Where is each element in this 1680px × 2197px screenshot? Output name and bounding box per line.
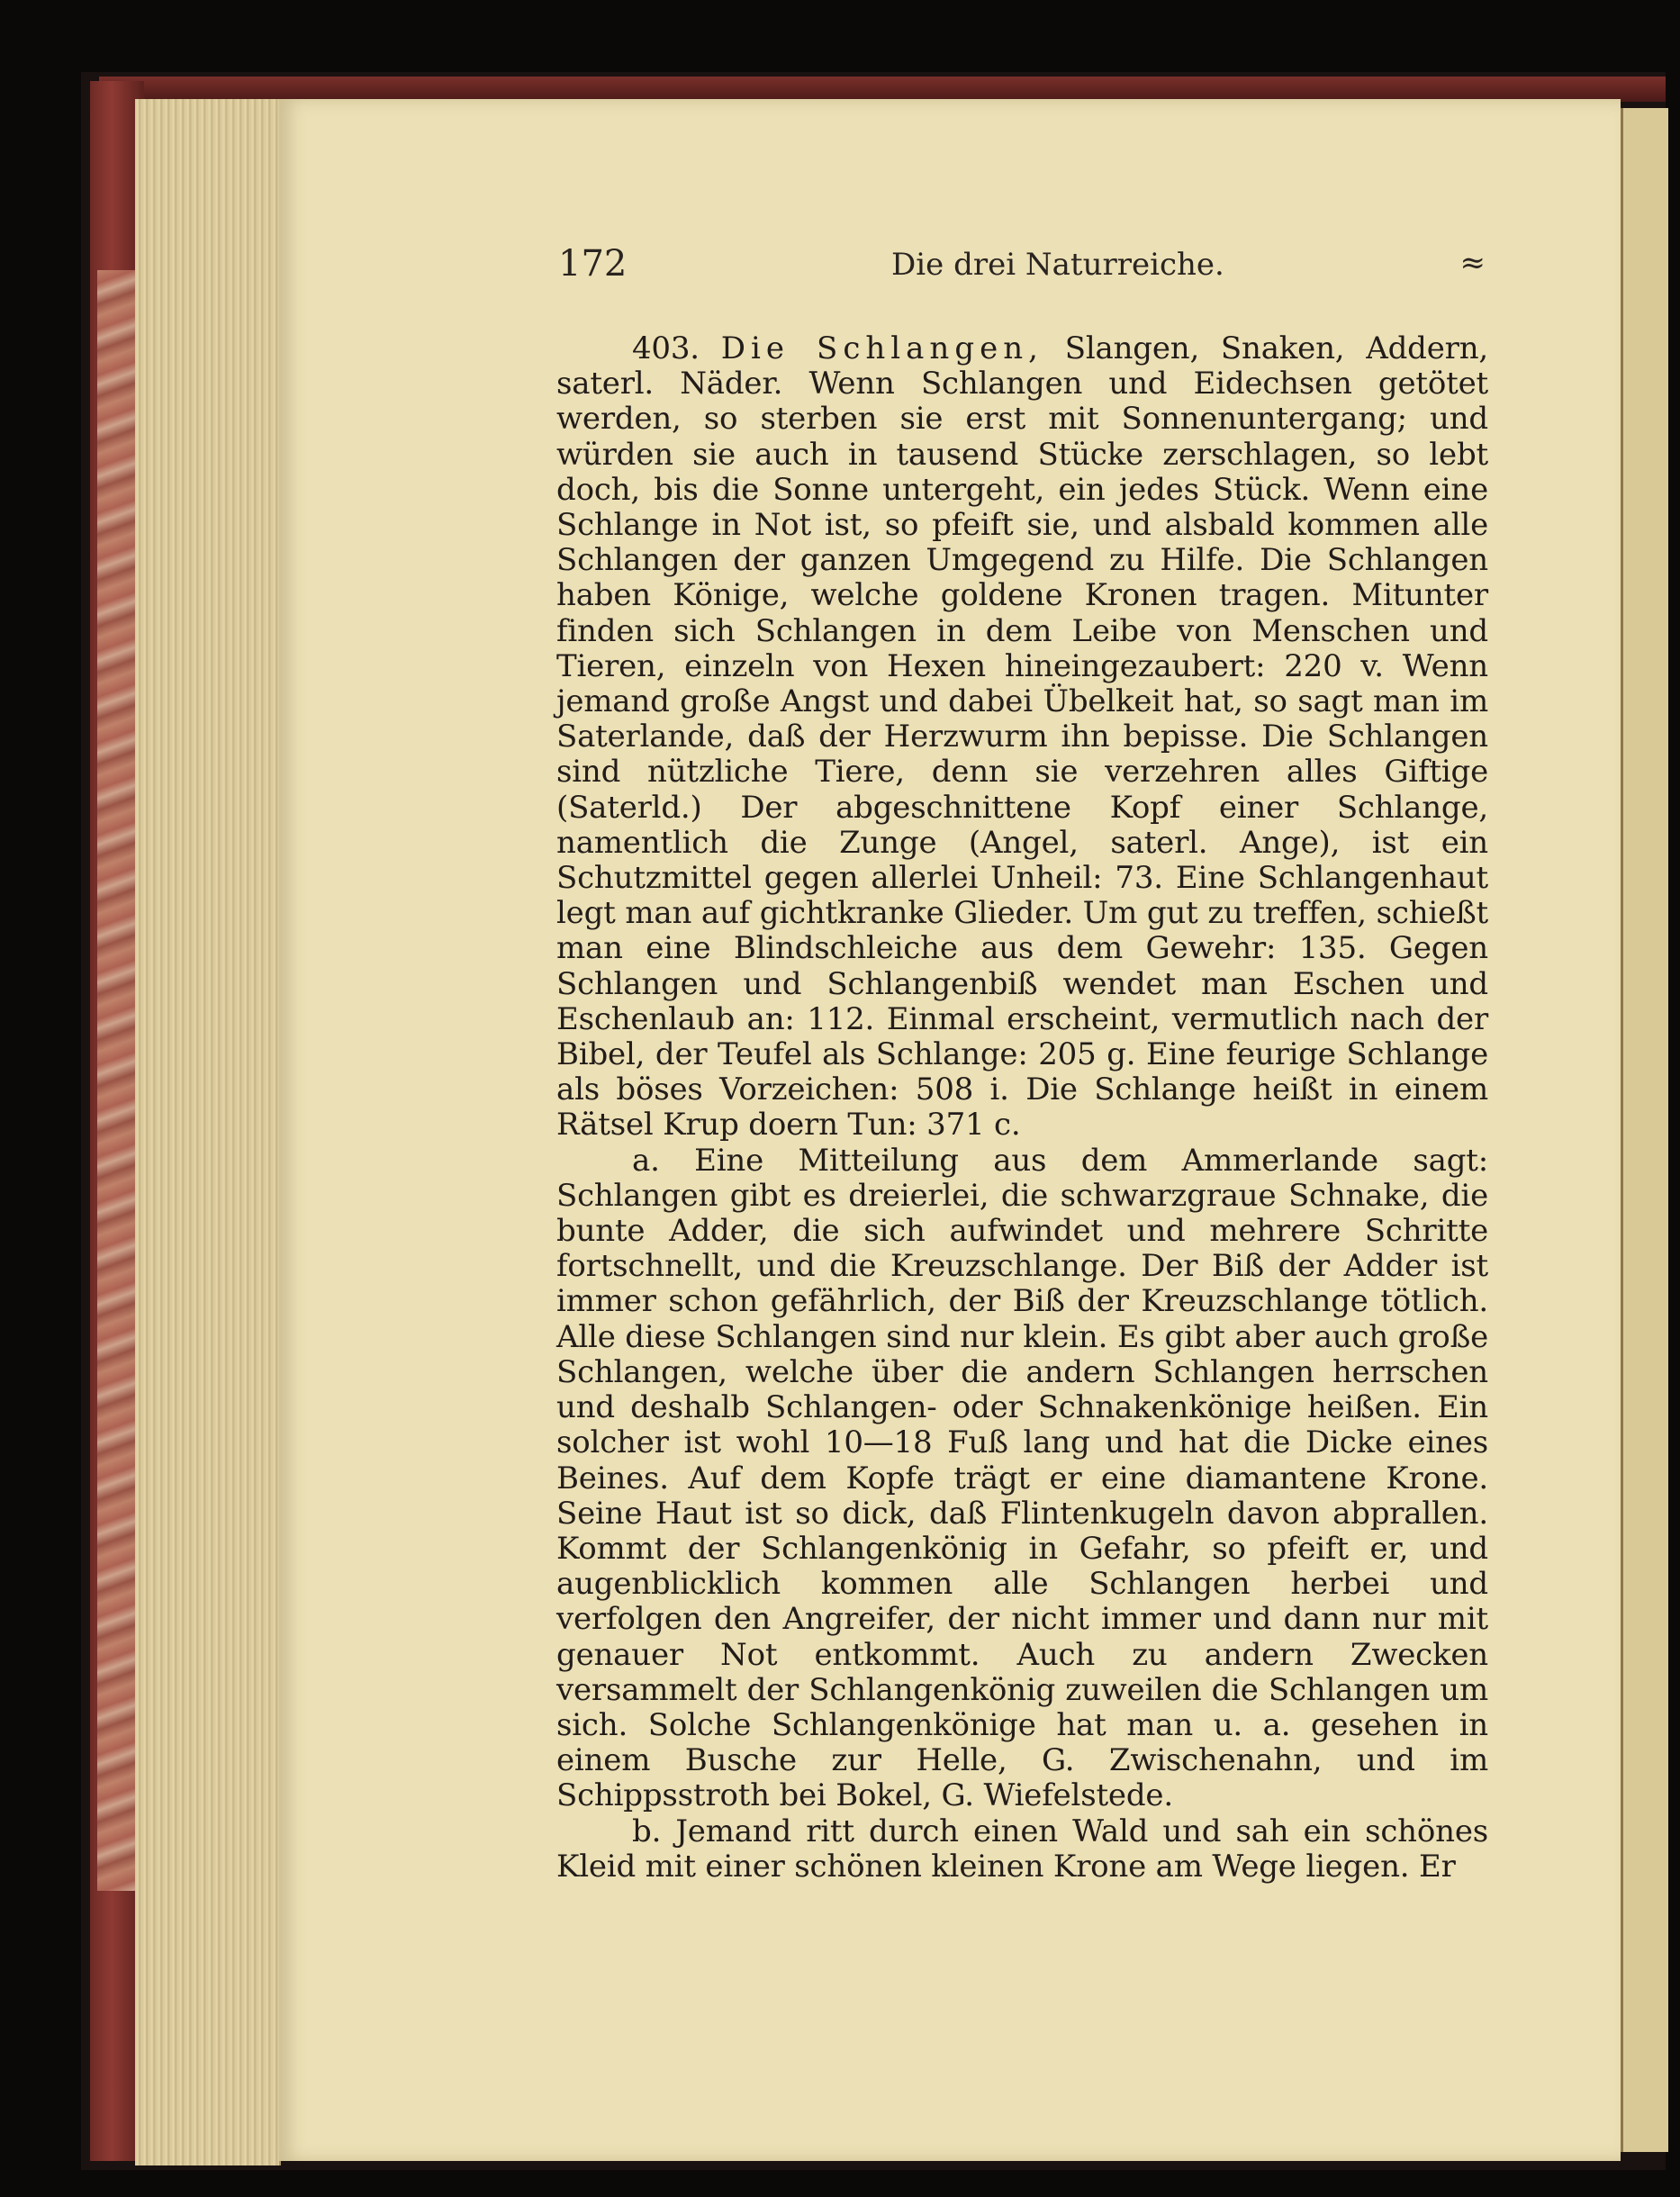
section-403-paragraph	[556, 331, 1488, 1144]
section-body: Slangen, Snaken, Addern, saterl. Näder. Wenn Schlangen und Eidechsen getötet werden, so sterben sie erst mit Sonnenuntergang; und würden sie auch in tausend Stücke zerschlagen, so lebt doch, bis die Sonne untergeht, ein jedes Stück. Wenn eine Schlange in Not ist, so pfeift sie, und alsbald kommen alle Schlangen der ganzen Umgegend zu Hilfe. Die Schlangen haben Könige, welche goldene Kronen tragen. Mitunter finden sich Schlangen in dem Leibe von Menschen und Tieren, einzeln von Hexen hineingezaubert: 220 v. Wenn jemand große Angst und dabei Übelkeit hat, so sagt man im Saterlande, daß der Herzwurm ihn bepisse. Die Schlangen sind nützliche Tiere, denn sie verzehren alles Giftige (Saterld.) Der abgeschnittene Kopf einer Schlange, namentlich die Zunge (Angel, saterl. Ange), ist ein Schutzmittel gegen allerlei Unheil: 73. Eine Schlangenhaut legt man auf gichtkranke Glieder. Um gut zu treffen, schießt man eine Blindschleiche aus dem Gewehr: 135. Gegen Schlangen und Schlangenbiß wendet man Eschen und Eschenlaub an: 112. Einmal erscheint, vermutlich nach der Bibel, der Teufel als Schlange: 205 g. Eine feurige Schlange als böses Vorzeichen: 508 i. Die Schlange heißt in einem Rätsel Krup doern Tun: 371 c.	[556, 330, 1488, 1144]
marbled-endpaper	[97, 270, 137, 1891]
book-cover-top-edge	[99, 77, 1666, 102]
facing-page-edge	[1621, 108, 1668, 2152]
paragraph-a: a. Eine Mitteilung aus dem Ammerlande sagt: Schlangen gibt es dreierlei, die schwarzgraue Schnake, die bunte Adder, die sich aufwindet und mehrere Schritte fortschnellt, und die Kreuzschlange. Der Biß der Adder ist immer schon gefährlich, der Biß der Kreuzschlange tötlich. Alle diese Schlangen sind nur klein. Es gibt aber auch große Schlangen, welche über die andern Schlangen herrschen und deshalb Schlangen- oder Schnakenkönige heißen. Ein solcher ist wohl 10—18 Fuß lang und hat die Dicke eines Beines. Auf dem Kopfe trägt er eine diamantene Krone. Seine Haut ist so dick, daß Flintenkugeln davon abprallen. Kommt der Schlangenkönig in Gefahr, so pfeift er, und augenblicklich kommen alle Schlangen herbei und verfolgen den Angreifer, der nicht immer und dann nur mit genauer Not entkommt. Auch zu andern Zwecken versammelt der Schlangenkönig zuweilen die Schlangen um sich. Solche Schlangenkönige hat man u. a. gesehen in einem Busche zur Helle, G. Zwischenahn, und im Schippsstroth bei Bokel, G. Wiefelstede.	[556, 1142, 1488, 1814]
header-ornament-mark: ≈	[1459, 245, 1486, 281]
page-number: 172	[558, 243, 628, 285]
section-number: 403.	[632, 330, 700, 366]
page-header	[558, 243, 1486, 297]
section-heading: Die Schlangen,	[720, 330, 1043, 366]
page-stack-edges	[135, 99, 281, 2165]
page-body-text	[556, 331, 1488, 1885]
running-title: Die drei Naturreiche.	[891, 247, 1224, 283]
paragraph-b: b. Jemand ritt durch einen Wald und sah ein schönes Kleid mit einer schönen kleinen Krone am Wege liegen. Er	[556, 1813, 1488, 1885]
